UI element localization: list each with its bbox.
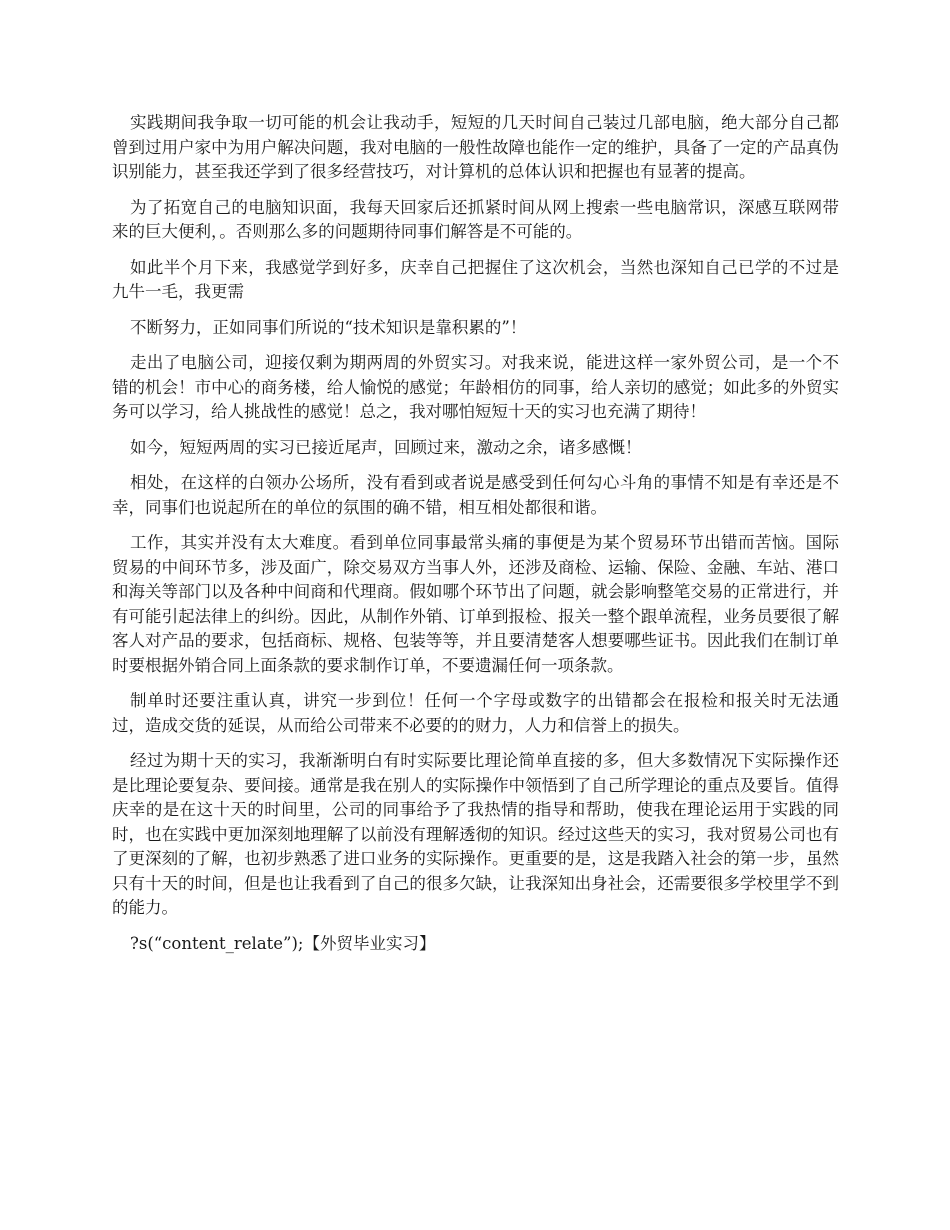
related-content-footer: ?s(“content_relate”);【外贸毕业实习】 bbox=[130, 933, 436, 953]
paragraph: 制单时还要注重认真，讲究一步到位！任何一个字母或数字的出错都会在报检和报关时无法通过，造成交货的延误，从而给公司带来不必要的的财力，人力和信誉上的损失。 bbox=[112, 691, 839, 735]
paragraph: 工作，其实并没有太大难度。看到单位同事最常头痛的事便是为某个贸易环节出错而苦恼。国际贸易的中间环节多，涉及面广，除交易双方当事人外，还涉及商检、运输、保险、金融、车站、港口和海关等部门以及各种中间商和代理商。假如哪个环节出了问题，就会影响整笔交易的正常进行，并有可能引起法律上的纠纷。因此，从制作外销、订单到报检、报关一整个跟单流程，业务员要很了解客人对产品的要求，包括商标、规格、包装等等，并且要清楚客人想要哪些证书。因此我们在制订单时要根据外销合同上面条款的要求制作订单，不要遗漏任何一项条款。 bbox=[112, 533, 839, 675]
paragraph: 实践期间我争取一切可能的机会让我动手，短短的几天时间自己装过几部电脑，绝大部分自己都曾到过用户家中为用户解决问题，我对电脑的一般性故障也能作一定的维护，具备了一定的产品真伪识别能力，甚至我还学到了很多经营技巧，对计算机的总体认识和把握也有显著的提高。 bbox=[112, 113, 839, 181]
paragraph: 相处，在这样的白领办公场所，没有看到或者说是感受到任何勾心斗角的事情不知是有幸还是不幸，同事们也说起所在的单位的氛围的确不错，相互相处都很和谐。 bbox=[112, 473, 839, 517]
paragraph: 如今，短短两周的实习已接近尾声，回顾过来，激动之余，诸多感慨！ bbox=[130, 437, 642, 457]
paragraph: 经过为期十天的实习，我渐渐明白有时实际要比理论简单直接的多，但大多数情况下实际操作还是比理论要复杂、要间接。通常是我在别人的实际操作中领悟到了自己所学理论的重点及要旨。值得庆幸的是在这十天的时间里，公司的同事给予了我热情的指导和帮助，使我在理论运用于实践的同时，也在实践中更加深刻地理解了以前没有理解透彻的知识。经过这些天的实习，我对贸易公司也有了更深刻的了解，也初步熟悉了进口业务的实际操作。更重要的是，这是我踏入社会的第一步，虽然只有十天的时间，但是也让我看到了自己的很多欠缺，让我深知出身社会，还需要很多学校里学不到的能力。 bbox=[112, 751, 839, 917]
paragraph: 不断努力，正如同事们所说的“技术知识是靠积累的”！ bbox=[130, 317, 527, 337]
paragraph: 走出了电脑公司，迎接仅剩为期两周的外贸实习。对我来说，能进这样一家外贸公司，是一个不错的机会！市中心的商务楼，给人愉悦的感觉；年龄相仿的同事，给人亲切的感觉；如此多的外贸实务可以学习，给人挑战性的感觉！总之，我对哪怕短短十天的实习也充满了期待！ bbox=[112, 353, 839, 421]
document-body bbox=[112, 111, 839, 967]
paragraph: 为了拓宽自己的电脑知识面，我每天回家后还抓紧时间从网上搜索一些电脑常识，深感互联网带来的巨大便利，。否则那么多的问题期待同事们解答是不可能的。 bbox=[112, 197, 839, 241]
paragraph: 如此半个月下来，我感觉学到好多，庆幸自己把握住了这次机会，当然也深知自己已学的不过是九牛一毛，我更需 bbox=[112, 257, 839, 301]
